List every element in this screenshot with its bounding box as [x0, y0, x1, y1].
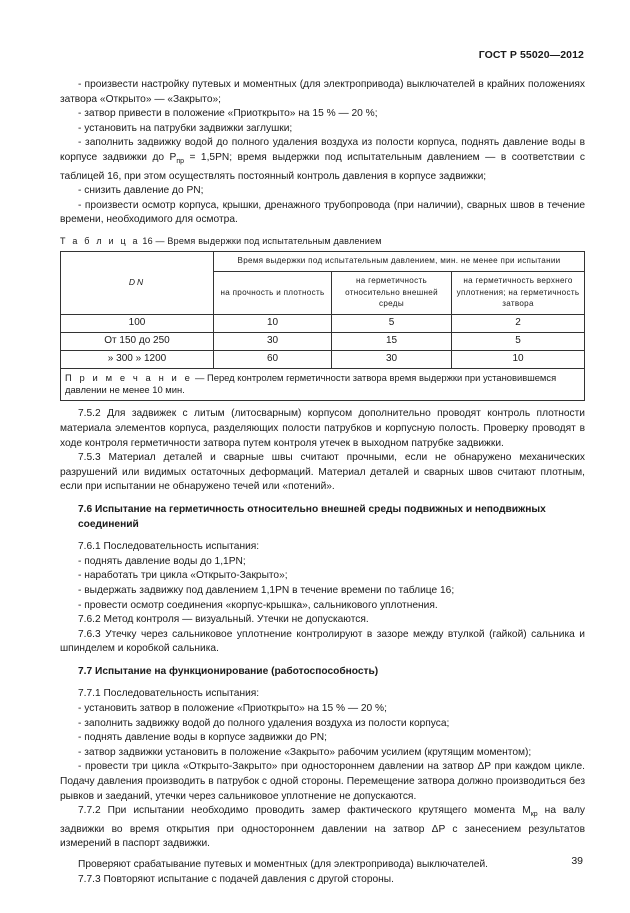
- section-7-7-2: 7.7.2 При испытании необходимо проводить замер фактического крутящего момента $M_{кр}$ на валу задвижки во время открытия при одностороннем давлении на затвор ΔP с занесением результатов измерений в паспорт задвижки.: [60, 805, 585, 850]
- section-7-6-item: 7.6.2 Метод контроля — визуальный. Утечки не допускаются.: [78, 614, 369, 626]
- col-header-seat: на герметичность верхнего уплотнения; на герметичность затвора: [452, 271, 585, 314]
- table-cell: 15: [332, 332, 452, 350]
- table-cell: 30: [332, 350, 452, 368]
- section-7-6-item: 7.6.3 Утечку через сальниковое уплотнение контролируют в зазоре между втулкой (гайкой) сальника и шпинделем и коробкой сальника.: [60, 628, 585, 655]
- section-7-5-2: 7.5.2 Для задвижек с литым (литосварным) корпусом дополнительно проводят контроль плотности материала элементов корпуса, разделяющих полости патрубков и корпусную полость. Проверку проводят в ходе контроля герметичности затвора путем контроля утечек в выходном патрубке задвижки.: [60, 408, 585, 449]
- table-cell: 10: [214, 314, 332, 332]
- group-header: Время выдержки под испытательным давлением, мин. не менее при испытании: [214, 251, 585, 271]
- intro-item: - снизить давление до PN;: [78, 185, 204, 197]
- section-7-7-item: 7.7.1 Последовательность испытания:: [78, 688, 260, 700]
- intro-item: - произвести настройку путевых и моментных (для электропривода) выключателей в крайних положениях затвора «Открыто» — «Закрыто»;: [60, 79, 585, 105]
- section-7-7-item: - заполнить задвижку водой до полного удаления воздуха из полости корпуса;: [78, 717, 450, 729]
- table-cell: 100: [61, 314, 214, 332]
- section-7-6-item: - выдержать задвижку под давлением 1,1PN в течение времени по таблице 16;: [78, 584, 455, 596]
- section-7-7-item: Проверяют срабатывание путевых и моментных (для электропривода) выключателей.: [78, 859, 488, 871]
- section-7-7-item: - провести три цикла «Открыто-Закрыто» при одностороннем давлении на затвор ΔP при каждом цикле. Подачу давления производить в патрубок с одной стороны. Перемещение затвора должно производиться без рывков и заеданий, утечки через сальниковое уплотнение не допускаются.: [60, 761, 585, 802]
- table-cell: 10: [452, 350, 585, 368]
- section-7-6-item: - поднять давление воды до 1,1PN;: [78, 555, 246, 567]
- intro-item: - установить на патрубки задвижки заглушки;: [78, 122, 293, 134]
- section-7-6-title: 7.6 Испытание на герметичность относительно внешней среды подвижных и неподвижных соединений: [78, 503, 546, 530]
- page-content: [60, 78, 585, 887]
- section-7-6-item: - наработать три цикла «Открыто-Закрыто»;: [78, 570, 288, 582]
- table-cell: От 150 до 250: [61, 332, 214, 350]
- table-caption: Т а б л и ц а 16 — Время выдержки под испытательным давлением: [60, 235, 382, 246]
- intro-item: - затвор привести в положение «Приоткрыто» на 15 % — 20 %;: [78, 108, 378, 120]
- section-7-6-item: 7.6.1 Последовательность испытания:: [78, 541, 260, 553]
- table-cell: 60: [214, 350, 332, 368]
- intro-item-pressure: - заполнить задвижку водой до полного удаления воздуха из полости корпуса, поднять давление воды в корпусе задвижки до $P_{пр} = 1,5PN$; время выдержки под испытательным давлением — в соответствии с таблицей 16, при этом осуществлять постоянный контроль давления в корпусе задвижки;: [60, 137, 585, 182]
- table-cell: 30: [214, 332, 332, 350]
- section-7-7-item: - затвор задвижки установить в положение «Закрыто» рабочим усилием (крутящим моментом);: [78, 746, 532, 758]
- table-row: [61, 350, 585, 368]
- table-cell: 5: [332, 314, 452, 332]
- intro-item: - произвести осмотр корпуса, крышки, дренажного трубопровода (при наличии), сварных швов в течение времени, необходимого для осмотра.: [60, 199, 585, 226]
- dn-header: DN: [61, 251, 214, 314]
- col-header-strength: на прочность и плотность: [214, 271, 332, 314]
- table-16: [60, 251, 585, 402]
- section-7-7-title: 7.7 Испытание на функционирование (работоспособность): [78, 665, 379, 677]
- table-cell: 2: [452, 314, 585, 332]
- table-row: [61, 314, 585, 332]
- section-7-7-item: - поднять давление воды в корпусе задвижки до PN;: [78, 732, 327, 744]
- table-row: [61, 332, 585, 350]
- table-cell: 5: [452, 332, 585, 350]
- section-7-5-3: 7.5.3 Материал деталей и сварные швы считают прочными, если не обнаружено механических разрушений или видимых остаточных деформаций. Материал деталей и сварных швов считают плотным, если при испытании не обнаружено течей или «потений».: [60, 452, 585, 493]
- standard-header: ГОСТ Р 55020—2012: [478, 49, 584, 61]
- table-cell: » 300 » 1200: [61, 350, 214, 368]
- section-7-7-item: 7.7.3 Повторяют испытание с подачей давления с другой стороны.: [78, 873, 394, 885]
- section-7-6-item: - провести осмотр соединения «корпус-крышка», сальникового уплотнения.: [78, 599, 438, 611]
- col-header-external: на герметичность относительно внешней среды: [332, 271, 452, 314]
- page-number: 39: [571, 855, 583, 867]
- section-7-7-item: - установить затвор в положение «Приоткрыто» на 15 % — 20 %;: [78, 703, 387, 715]
- table-note: П р и м е ч а н и е — Перед контролем герметичности затвора время выдержки при установившемся давлении не менее 10 мин.: [61, 368, 585, 401]
